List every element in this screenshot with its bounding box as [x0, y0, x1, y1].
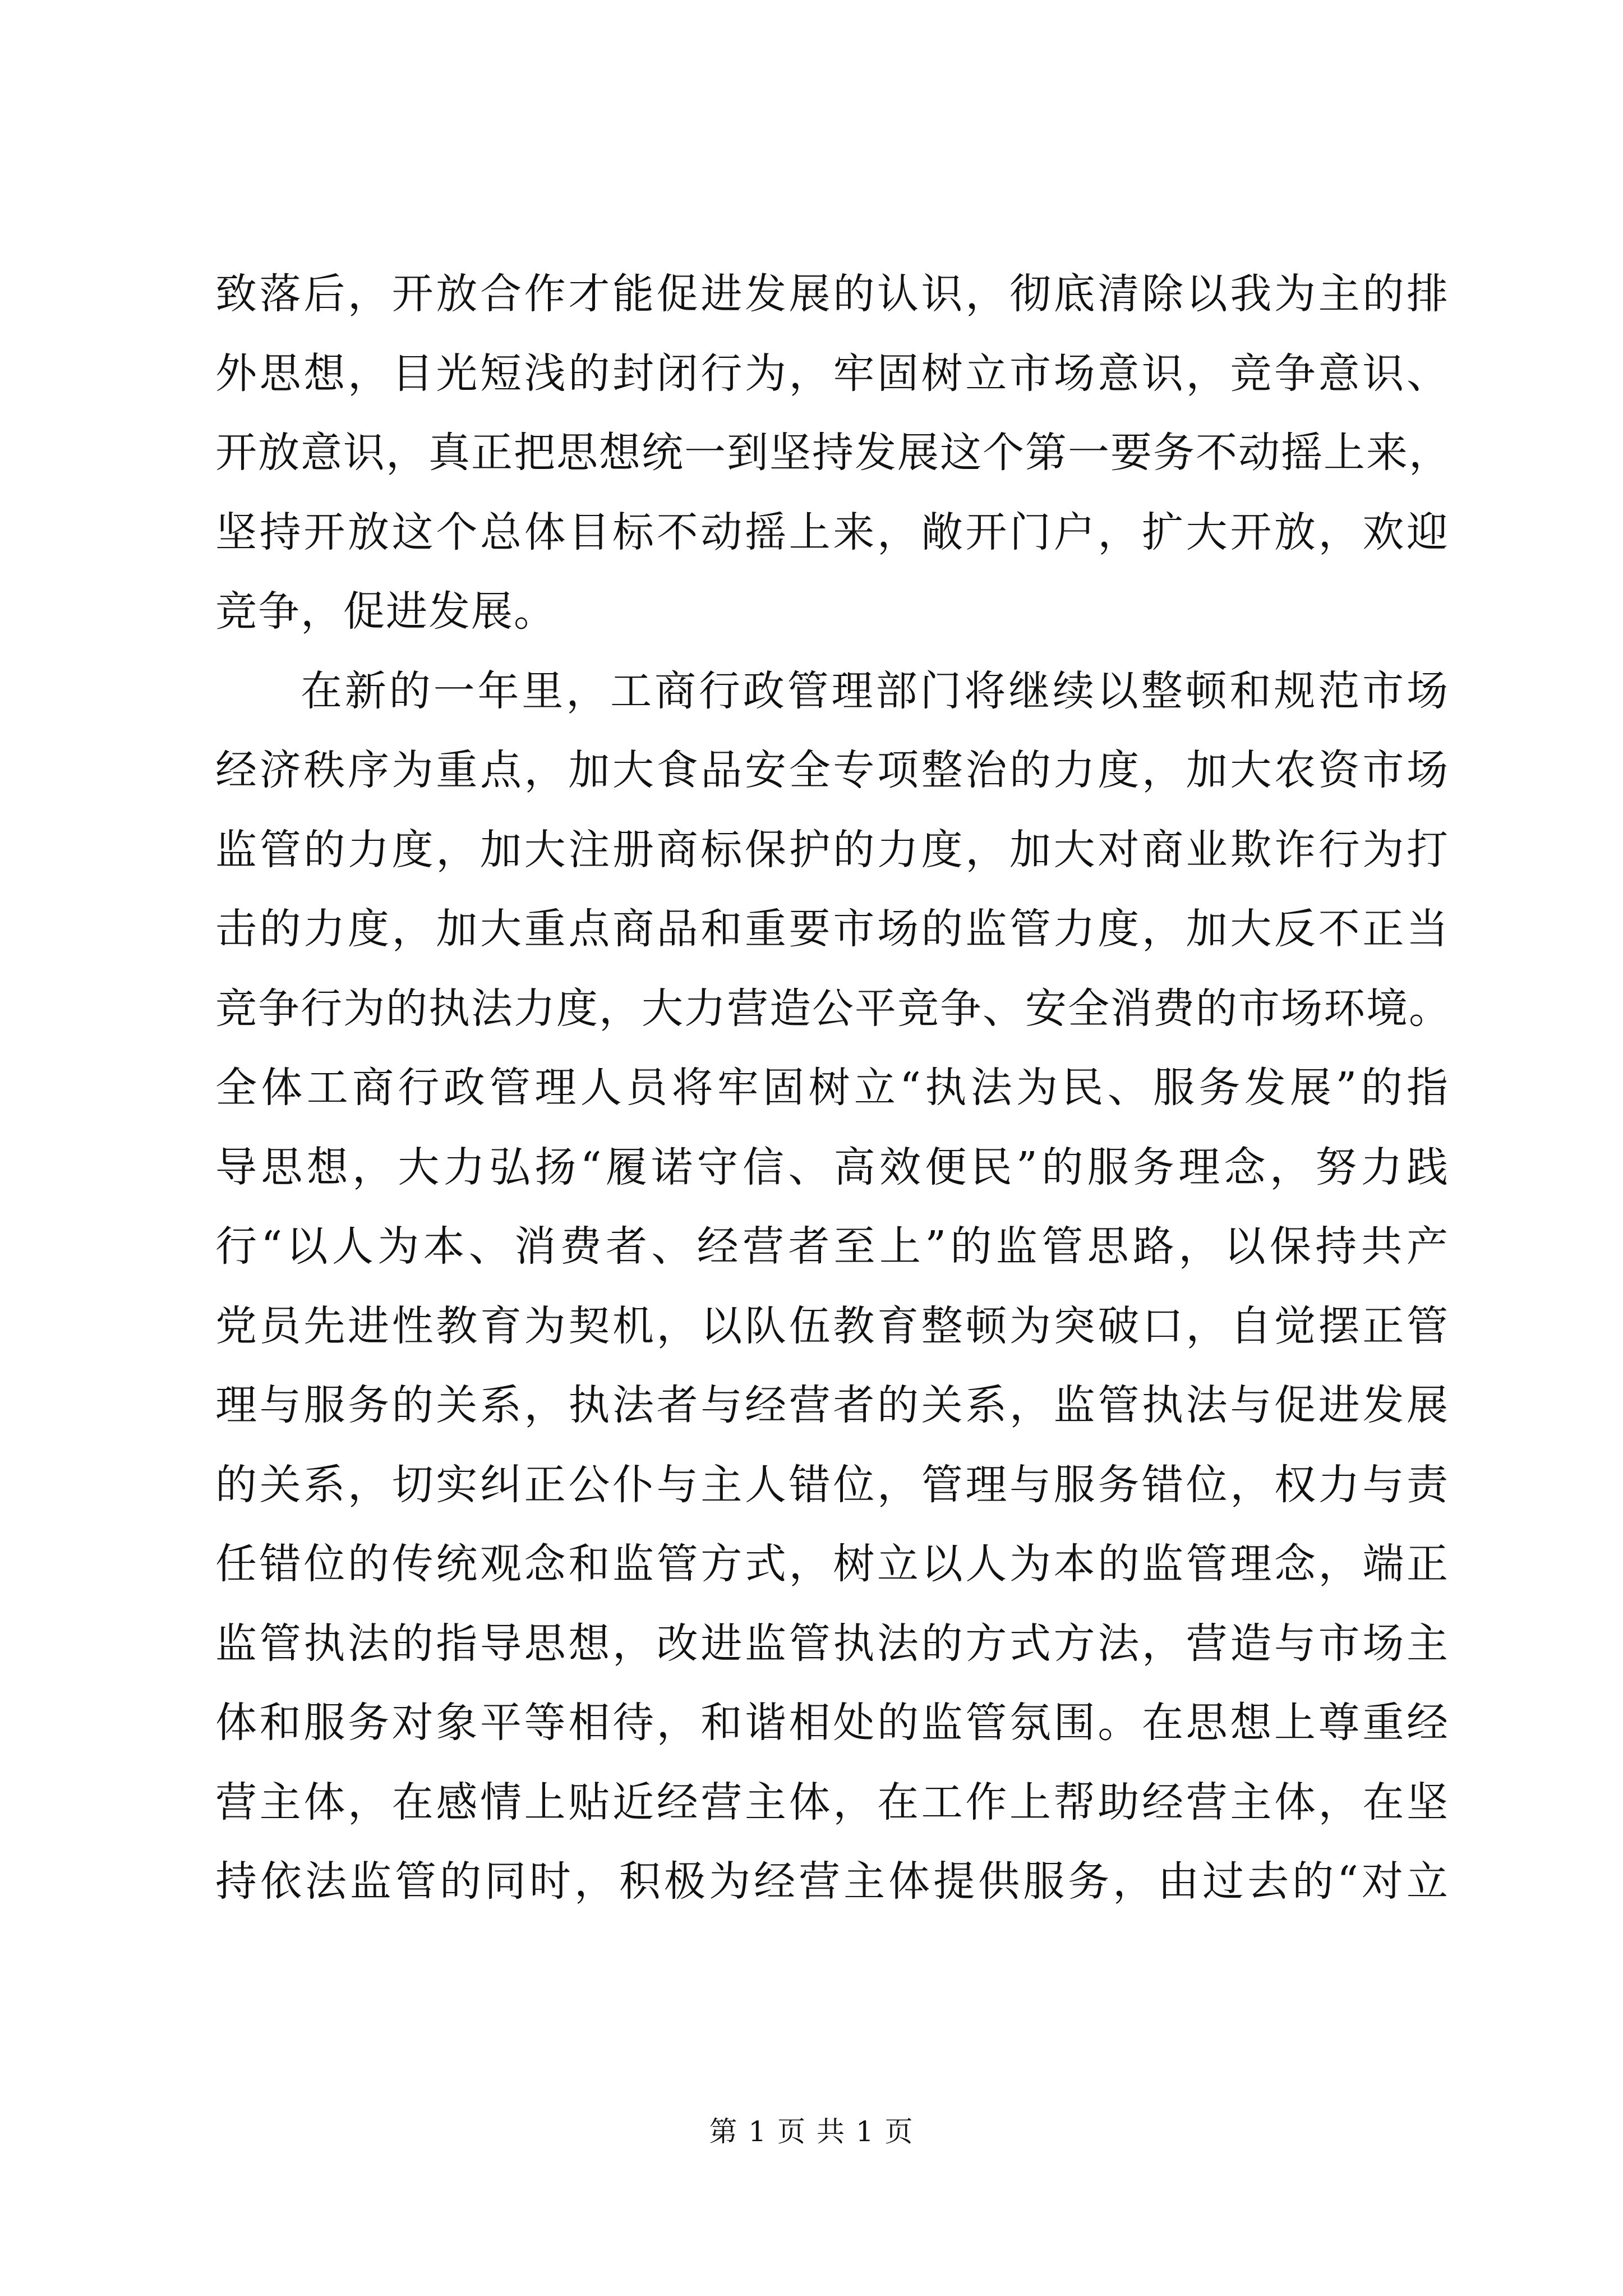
- text-line: 理与服务的关系，执法者与经营者的关系，监管执法与促进发展: [215, 1381, 1449, 1429]
- text-line: 监管执法的指导思想，改进监管执法的方式方法，营造与市场主: [215, 1619, 1449, 1668]
- text-line: 行“以人为本、消费者、经营者至上”的监管思路，以保持共产: [215, 1222, 1449, 1271]
- text-line: 营主体，在感情上贴近经营主体，在工作上帮助经营主体，在坚: [215, 1778, 1449, 1826]
- text-line: 任错位的传统观念和监管方式，树立以人为本的监管理念，端正: [215, 1540, 1449, 1588]
- text-line: 持依法监管的同时，积极为经营主体提供服务，由过去的“对立: [215, 1857, 1449, 1906]
- text-line: 体和服务对象平等相待，和谐相处的监管氛围。在思想上尊重经: [215, 1699, 1449, 1747]
- text-line: 外思想，目光短浅的封闭行为，牢固树立市场意识，竞争意识、: [215, 349, 1449, 398]
- text-line: 击的力度，加大重点商品和重要市场的监管力度，加大反不正当: [215, 905, 1449, 953]
- text-line: 开放意识，真正把思想统一到坚持发展这个第一要务不动摇上来，: [215, 429, 1451, 477]
- text-line: 全体工商行政管理人员将牢固树立“执法为民、服务发展”的指: [215, 1064, 1449, 1112]
- text-line: 竞争，促进发展。: [215, 587, 556, 636]
- body-text: [215, 255, 1449, 1922]
- text-line: 竞争行为的执法力度，大力营造公平竞争、安全消费的市场环境。: [215, 984, 1451, 1033]
- text-line: 坚持开放这个总体目标不动摇上来，敞开门户，扩大开放，欢迎: [215, 508, 1449, 556]
- page-number-footer: 第 1 页 共 1 页: [709, 2115, 914, 2148]
- text-line: 监管的力度，加大注册商标保护的力度，加大对商业欺诈行为打: [215, 825, 1449, 874]
- paragraph-first-line: 在新的一年里，工商行政管理部门将继续以整顿和规范市场: [301, 666, 1449, 715]
- text-line: 致落后，开放合作才能促进发展的认识，彻底清除以我为主的排: [215, 270, 1449, 318]
- text-line: 党员先进性教育为契机，以队伍教育整顿为突破口，自觉摆正管: [215, 1301, 1449, 1350]
- text-line: 经济秩序为重点，加大食品安全专项整治的力度，加大农资市场: [215, 746, 1449, 794]
- text-line: 导思想，大力弘扬“履诺守信、高效便民”的服务理念，努力践: [215, 1143, 1449, 1191]
- text-line: 的关系，切实纠正公仆与主人错位，管理与服务错位，权力与责: [215, 1460, 1449, 1509]
